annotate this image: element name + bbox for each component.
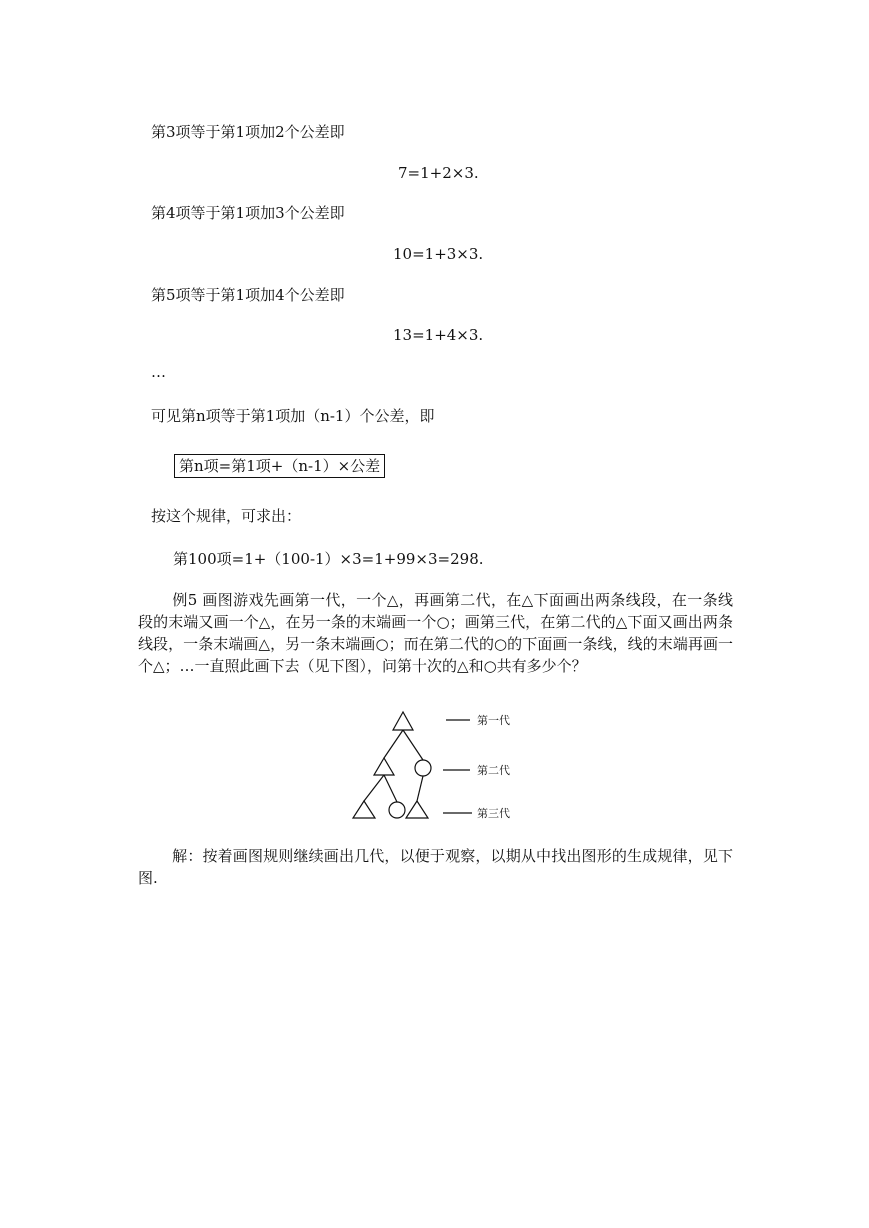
equation-term5: 13=1+4×3.: [393, 326, 484, 344]
equation-term100: 第100项=1+（100-1）×3=1+99×3=298.: [173, 550, 484, 568]
label-gen3: 第三代: [477, 807, 510, 820]
label-gen2: 第二代: [477, 764, 510, 777]
ellipsis: …: [151, 363, 166, 381]
branch-line: [403, 730, 423, 760]
solution-paragraph: [138, 845, 733, 889]
gen1-triangle: [393, 712, 413, 730]
gen2-circle: [415, 760, 431, 776]
branch-line: [364, 775, 384, 801]
example-text: 例5 画图游戏先画第一代，一个△，再画第二代，在△下面画出两条线段，在一条线段的末端又画一个△，在另一条的末端画一个○；画第三代，在第二代的△下面又画出两条线段，一条末端画△，另一条末端画○；而在第二代的○的下面画一条线，线的末端再画一个△；…一直照此画下去（见下图），问第十次的△和○共有多少个？: [138, 591, 733, 675]
branch-line: [384, 775, 397, 802]
gen2-triangle: [374, 758, 394, 775]
label-gen1: 第一代: [477, 714, 510, 727]
solution-text: 解：按着画图规则继续画出几代，以便于观察，以期从中找出图形的生成规律，见下图.: [138, 847, 733, 887]
gen3-circle: [389, 802, 405, 818]
equation-term4: 10=1+3×3.: [393, 245, 484, 263]
text-line-term3: 第3项等于第1项加2个公差即: [151, 123, 345, 141]
branch-line: [384, 730, 403, 758]
equation-term3: 7=1+2×3.: [398, 164, 479, 182]
text-line-term4: 第4项等于第1项加3个公差即: [151, 204, 345, 222]
text-line-term5: 第5项等于第1项加4个公差即: [151, 286, 345, 304]
gen3-triangle: [353, 801, 375, 818]
example-paragraph: [138, 589, 733, 677]
text-line-nth-term: 可见第n项等于第1项加（n-1）个公差，即: [151, 407, 435, 425]
text-line-rule: 按这个规律，可求出：: [151, 507, 302, 525]
gen3-triangle: [406, 801, 428, 818]
formula-box: 第n项=第1项+（n-1）×公差: [174, 454, 385, 478]
branch-line: [417, 776, 423, 801]
